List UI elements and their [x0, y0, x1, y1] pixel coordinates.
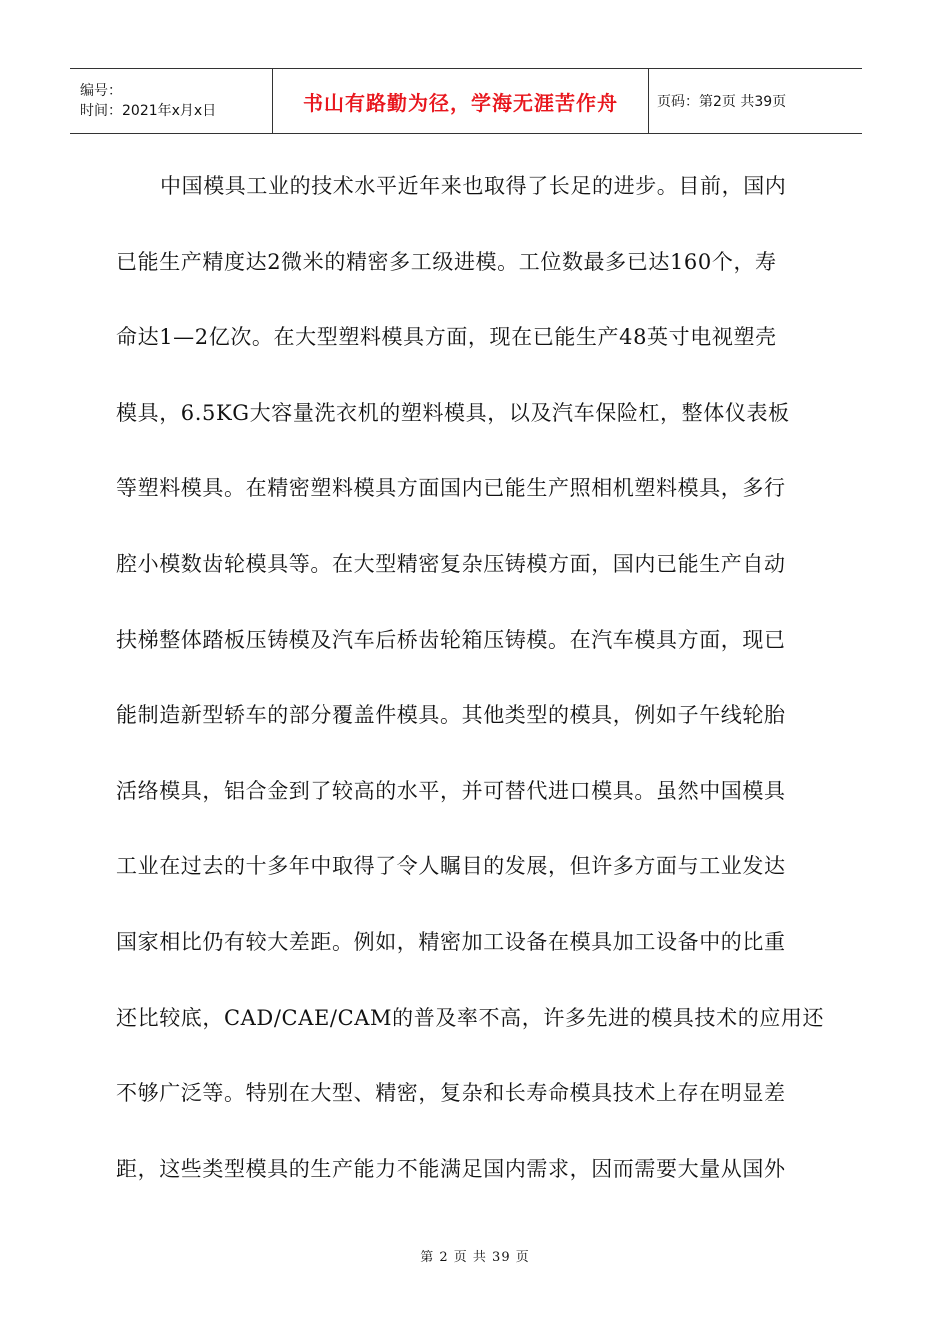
page-code: 页码：第2页 共39页 — [657, 94, 787, 110]
time-label: 时间：2021年x月x日 — [80, 103, 217, 119]
page-footer — [0, 1246, 950, 1265]
footer-page-number: 第 2 页 共 39 页 — [420, 1250, 530, 1265]
motto-text: 书山有路勤为径，学海无涯苦作舟 — [303, 90, 618, 115]
body-line: 命达1—2亿次。在大型塑料模具方面，现在已能生产48英寸电视塑壳 — [116, 325, 777, 350]
body-line: 距，这些类型模具的生产能力不能满足国内需求，因而需要大量从国外 — [116, 1156, 786, 1181]
body-paragraph — [116, 166, 825, 1224]
body-line: 能制造新型轿车的部分覆盖件模具。其他类型的模具，例如子午线轮胎 — [116, 703, 786, 728]
body-line: 还比较底，CAD/CAE/CAM的普及率不高，许多先进的模具技术的应用还 — [116, 1005, 825, 1030]
body-line: 工业在过去的十多年中取得了令人瞩目的发展，但许多方面与工业发达 — [116, 854, 786, 879]
header-page-cell — [649, 69, 862, 133]
header-motto-cell — [273, 69, 649, 133]
document-header — [70, 68, 862, 134]
body-line: 国家相比仍有较大差距。例如，精密加工设备在模具加工设备中的比重 — [116, 929, 786, 954]
body-line: 中国模具工业的技术水平近年来也取得了长足的进步。目前，国内 — [160, 174, 787, 198]
body-line: 已能生产精度达2微米的精密多工级进模。工位数最多已达160个，寿 — [116, 249, 777, 274]
header-meta — [70, 69, 273, 133]
body-line: 腔小模数齿轮模具等。在大型精密复杂压铸模方面，国内已能生产自动 — [116, 551, 786, 576]
number-label: 编号： — [80, 83, 122, 99]
body-line: 等塑料模具。在精密塑料模具方面国内已能生产照相机塑料模具，多行 — [116, 476, 786, 501]
body-line: 活络模具，铝合金到了较高的水平，并可替代进口模具。虽然中国模具 — [116, 778, 786, 803]
body-line: 模具，6.5KG大容量洗衣机的塑料模具，以及汽车保险杠，整体仪表板 — [116, 400, 790, 425]
body-line: 扶梯整体踏板压铸模及汽车后桥齿轮箱压铸模。在汽车模具方面，现已 — [116, 627, 786, 652]
body-line: 不够广泛等。特别在大型、精密，复杂和长寿命模具技术上存在明显差 — [116, 1081, 786, 1106]
